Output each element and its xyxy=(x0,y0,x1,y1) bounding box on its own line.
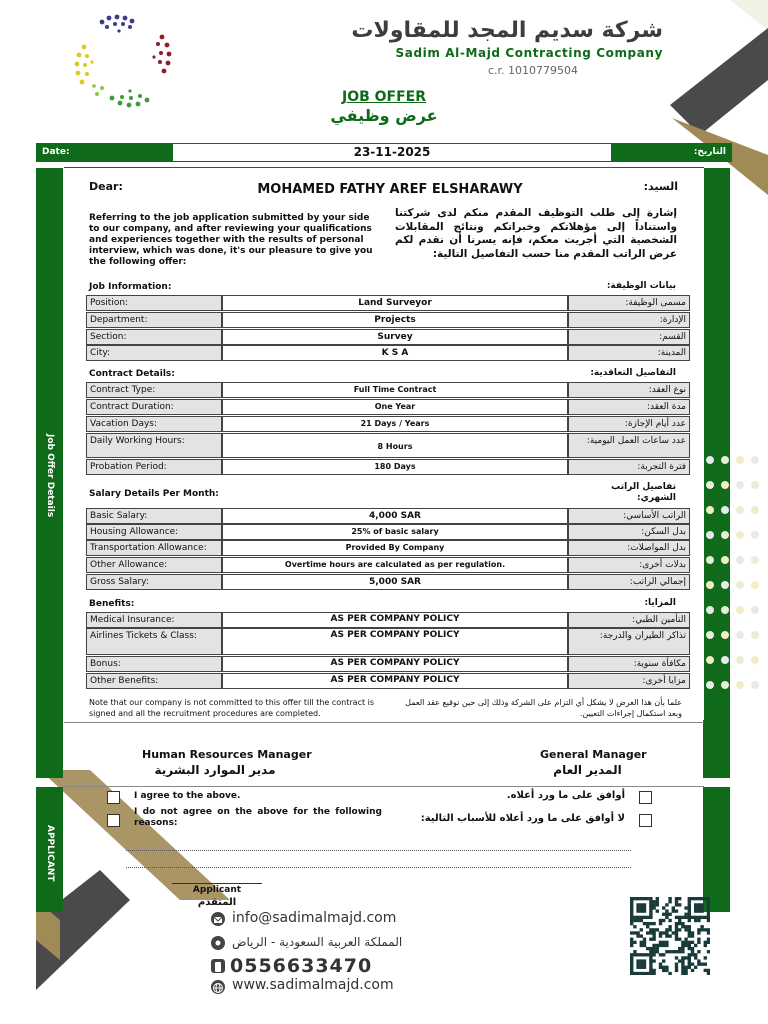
intro-text-english: Referring to the job application submitted by your side to our company, and after reviewing your qualifications and experiences together with the results of personal interview, which was done, it's our pleasure to give you the following offer: xyxy=(89,213,373,267)
job-info-row xyxy=(86,312,690,328)
benefit-row xyxy=(86,656,690,672)
disagree-checkbox[interactable] xyxy=(107,814,120,827)
details-sidebar xyxy=(36,168,63,778)
job-info-value: K S A xyxy=(222,345,568,361)
commercial-registration: c.r. 1010779504 xyxy=(487,64,578,77)
benefit-label-arabic: التأمين الطبي: xyxy=(568,612,690,628)
contract-label: Probation Period: xyxy=(86,459,222,475)
recipient-name: MOHAMED FATHY AREF ELSHARAWY xyxy=(257,182,523,197)
job-info-row xyxy=(86,295,690,311)
benefit-label-arabic: مكافأة سنوية: xyxy=(568,656,690,672)
globe-icon xyxy=(211,980,225,994)
contract-value: One Year xyxy=(222,399,568,415)
job-info-row xyxy=(86,345,690,361)
contract-row xyxy=(86,433,690,458)
job-info-label: Department: xyxy=(86,312,222,328)
benefit-value: AS PER COMPANY POLICY xyxy=(222,656,568,672)
salary-value: 4,000 SAR xyxy=(222,508,568,524)
salary-label-arabic: بدل المواصلات: xyxy=(568,540,690,556)
contract-label: Daily Working Hours: xyxy=(86,433,222,458)
job-info-value: Land Surveyor xyxy=(222,295,568,311)
company-name-arabic: شركة سديم المجد للمقاولات xyxy=(351,18,663,43)
job-info-heading: Job Information: xyxy=(89,282,172,292)
contact-phone[interactable]: 0556633470 xyxy=(230,955,373,977)
benefit-label-arabic: تذاكر الطيران والدرجة: xyxy=(568,628,690,655)
job-info-label: City: xyxy=(86,345,222,361)
date-label: Date: xyxy=(37,144,173,161)
email-icon xyxy=(211,912,225,926)
date-bar xyxy=(36,143,732,162)
agree-text-arabic: أوافق على ما ورد أعلاه. xyxy=(506,790,625,801)
contract-row xyxy=(86,382,690,398)
salary-heading: Salary Details Per Month: xyxy=(89,489,219,499)
salary-value: Overtime hours are calculated as per regulation. xyxy=(222,557,568,573)
salary-label: Housing Allowance: xyxy=(86,524,222,540)
intro-text-arabic: إشارة إلى طلب التوظيف المقدم منكم لدى شركتنا واستناداً إلى مؤهلاتكم وخبراتكم ونتائج المقابلات الشخصية التي أجريت معكم، فإنه يسرنا أن نقدم لكم عرض الراتب المقدم منا حسب التفاصيل التالية: xyxy=(395,207,677,260)
benefits-heading-arabic: المزايا: xyxy=(644,598,676,608)
contract-value: 180 Days xyxy=(222,459,568,475)
benefit-label-arabic: مزايا أخرى: xyxy=(568,673,690,689)
salary-label: Transportation Allowance: xyxy=(86,540,222,556)
benefits-heading: Benefits: xyxy=(89,599,135,609)
applicant-right-bar xyxy=(703,787,730,912)
job-info-value: Survey xyxy=(222,329,568,345)
salary-label: Other Allowance: xyxy=(86,557,222,573)
contract-label-arabic: عدد ساعات العمل اليومية: xyxy=(568,433,690,458)
dear-label-arabic: السيد: xyxy=(643,180,678,193)
benefit-row xyxy=(86,612,690,628)
gm-title-arabic: المدير العام xyxy=(553,763,622,777)
document-title-arabic: عرض وظيفي xyxy=(330,106,438,125)
qr-code[interactable] xyxy=(630,897,710,975)
salary-value: 5,000 SAR xyxy=(222,574,568,590)
benefit-label: Airlines Tickets & Class: xyxy=(86,628,222,655)
contract-label-arabic: عدد أيام الإجازة: xyxy=(568,416,690,432)
salary-label-arabic: إجمالي الراتب: xyxy=(568,574,690,590)
salary-row xyxy=(86,508,690,524)
agree-checkbox-arabic[interactable] xyxy=(639,791,652,804)
reasons-line-1[interactable] xyxy=(126,850,631,851)
note-arabic: علما بأن هذا العرض لا يشكل أي التزام على الشركة وذلك إلى حين توقيع عقد العمل وبعد استكمال إجراءات التعيين. xyxy=(405,698,682,718)
salary-label: Gross Salary: xyxy=(86,574,222,590)
job-info-label: Position: xyxy=(86,295,222,311)
salary-row xyxy=(86,540,690,556)
applicant-label: Applicant xyxy=(192,885,242,895)
contract-heading-arabic: التفاصيل التعاقدية: xyxy=(590,368,676,378)
agree-checkbox[interactable] xyxy=(107,791,120,804)
contract-label: Contract Type: xyxy=(86,382,222,398)
signature-area-border xyxy=(64,722,704,723)
job-info-value: Projects xyxy=(222,312,568,328)
reasons-line-2[interactable] xyxy=(126,867,631,868)
contract-row xyxy=(86,399,690,415)
job-info-label-arabic: القسم: xyxy=(568,329,690,345)
salary-label: Basic Salary: xyxy=(86,508,222,524)
date-value: 23-11-2025 xyxy=(353,145,431,159)
salary-label-arabic: بدل السكن: xyxy=(568,524,690,540)
contact-address: المملكة العربية السعودية - الرياض xyxy=(232,935,403,949)
salary-label-arabic: بدلات أخرى: xyxy=(568,557,690,573)
benefit-value: AS PER COMPANY POLICY xyxy=(222,673,568,689)
contract-label: Contract Duration: xyxy=(86,399,222,415)
applicant-top-line xyxy=(64,786,704,787)
salary-value: 25% of basic salary xyxy=(222,524,568,540)
salary-row xyxy=(86,574,690,590)
benefit-value: AS PER COMPANY POLICY xyxy=(222,628,568,655)
applicant-label-arabic: المتقدم xyxy=(197,897,237,908)
salary-row xyxy=(86,524,690,540)
salary-value: Provided By Company xyxy=(222,540,568,556)
disagree-checkbox-arabic[interactable] xyxy=(639,814,652,827)
job-info-label-arabic: المدينة: xyxy=(568,345,690,361)
salary-label-arabic: الراتب الأساسي: xyxy=(568,508,690,524)
contact-website[interactable]: www.sadimalmajd.com xyxy=(232,977,394,993)
applicant-sidebar-label: APPLICANT xyxy=(45,825,55,882)
decorative-dots xyxy=(700,450,768,730)
contract-row xyxy=(86,459,690,475)
gm-title: General Manager xyxy=(540,748,647,761)
applicant-signature-line xyxy=(172,883,262,884)
benefit-label: Other Benefits: xyxy=(86,673,222,689)
hr-manager-title-arabic: مدير الموارد البشرية xyxy=(154,763,276,777)
job-info-heading-arabic: بيانات الوظيفة: xyxy=(606,281,676,291)
contract-label-arabic: نوع العقد: xyxy=(568,382,690,398)
contact-email[interactable]: info@sadimalmajd.com xyxy=(232,910,397,926)
company-name-english: Sadim Al-Majd Contracting Company xyxy=(395,46,663,60)
hr-manager-title: Human Resources Manager xyxy=(142,748,312,761)
disagree-text-arabic: لا أوافق على ما ورد أعلاه للأسباب التالية: xyxy=(420,813,625,824)
agree-text: I agree to the above. xyxy=(134,791,241,801)
disagree-text: I do not agree on the above for the following reasons: xyxy=(134,807,382,828)
location-icon xyxy=(211,936,225,950)
contract-value: Full Time Contract xyxy=(222,382,568,398)
dear-label: Dear: xyxy=(89,180,123,193)
benefit-row xyxy=(86,628,690,655)
contract-row xyxy=(86,416,690,432)
benefit-value: AS PER COMPANY POLICY xyxy=(222,612,568,628)
document-title-english: JOB OFFER xyxy=(341,89,427,105)
job-info-label-arabic: الإدارة: xyxy=(568,312,690,328)
contract-label: Vacation Days: xyxy=(86,416,222,432)
salary-row xyxy=(86,557,690,573)
contract-label-arabic: مدة العقد: xyxy=(568,399,690,415)
salary-heading-arabic: تفاصيل الراتب الشهري: xyxy=(611,482,676,503)
contract-value: 8 Hours xyxy=(222,433,568,458)
phone-icon xyxy=(211,959,225,973)
job-info-label-arabic: مسمى الوظيفة: xyxy=(568,295,690,311)
contract-label-arabic: فترة التجربة: xyxy=(568,459,690,475)
job-info-label: Section: xyxy=(86,329,222,345)
details-sidebar-label: Job Offer Details xyxy=(45,434,55,518)
applicant-sidebar xyxy=(36,787,63,912)
benefit-label: Medical Insurance: xyxy=(86,612,222,628)
contract-value: 21 Days / Years xyxy=(222,416,568,432)
benefit-label: Bonus: xyxy=(86,656,222,672)
benefit-row xyxy=(86,673,690,689)
date-label-arabic: التاريخ: xyxy=(611,144,731,161)
job-info-row xyxy=(86,329,690,345)
note-english: Note that our company is not committed to this offer till the contract is signed and all the recruitment procedures are completed. xyxy=(89,698,375,718)
contract-heading: Contract Details: xyxy=(89,369,175,379)
